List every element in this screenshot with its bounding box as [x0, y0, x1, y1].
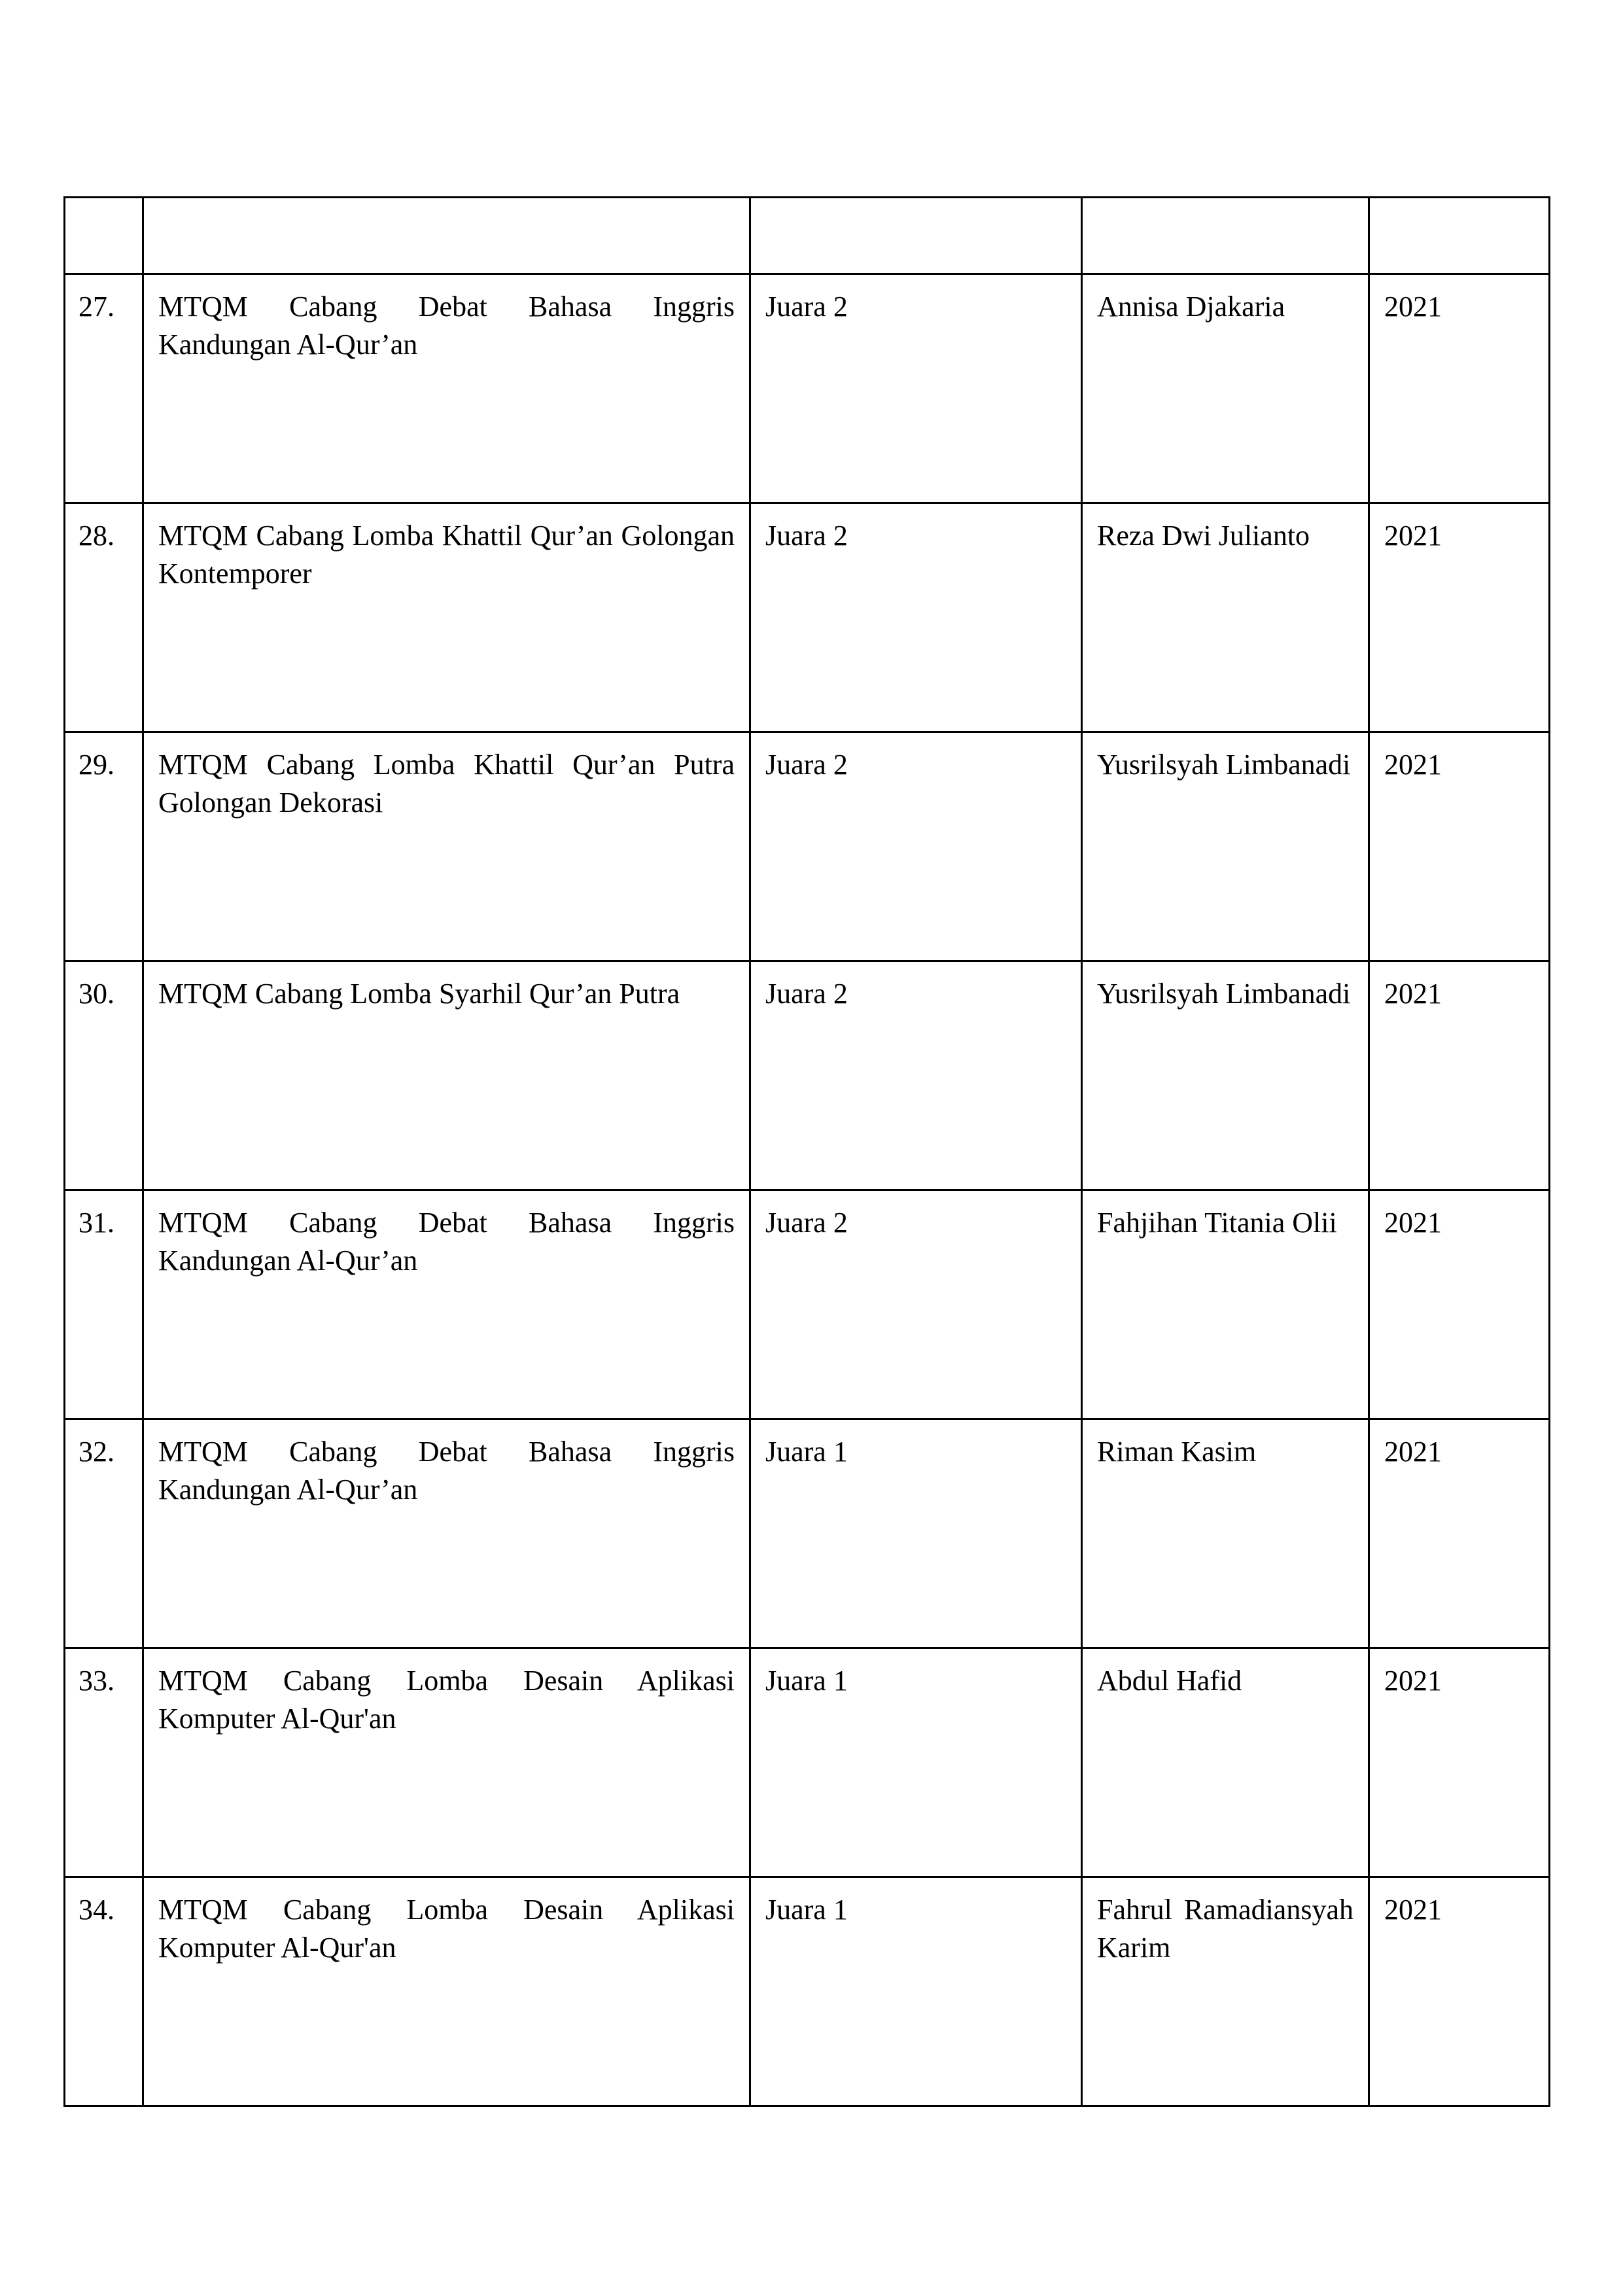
- row-number: 31.: [65, 1190, 143, 1419]
- row-number: 27.: [65, 274, 143, 503]
- participant-name: Yusrilsyah Limbanadi: [1082, 961, 1369, 1190]
- year: 2021: [1369, 503, 1550, 732]
- header-cell-rank: [750, 198, 1082, 274]
- table-row: [65, 274, 1550, 503]
- year: 2021: [1369, 274, 1550, 503]
- participant-name: Yusrilsyah Limbanadi: [1082, 732, 1369, 961]
- rank: Juara 1: [750, 1648, 1082, 1877]
- rank: Juara 1: [750, 1419, 1082, 1648]
- row-number: 30.: [65, 961, 143, 1190]
- year: 2021: [1369, 732, 1550, 961]
- participant-name: Fahrul Ramadiansyah Karim: [1082, 1877, 1369, 2106]
- event-name: MTQM Cabang Debat Bahasa Inggris Kandungan Al-Qur’an: [143, 274, 750, 503]
- row-number: 32.: [65, 1419, 143, 1648]
- row-number: 34.: [65, 1877, 143, 2106]
- year: 2021: [1369, 1190, 1550, 1419]
- table-row: [65, 1190, 1550, 1419]
- participant-name: Annisa Djakaria: [1082, 274, 1369, 503]
- rank: Juara 2: [750, 732, 1082, 961]
- table-header-row: [65, 198, 1550, 274]
- participant-name: Fahjihan Titania Olii: [1082, 1190, 1369, 1419]
- year: 2021: [1369, 1877, 1550, 2106]
- rank: Juara 2: [750, 503, 1082, 732]
- rank: Juara 2: [750, 274, 1082, 503]
- table-row: [65, 1419, 1550, 1648]
- row-number: 33.: [65, 1648, 143, 1877]
- header-cell-year: [1369, 198, 1550, 274]
- table-row: [65, 1877, 1550, 2106]
- rank: Juara 2: [750, 1190, 1082, 1419]
- event-name: MTQM Cabang Debat Bahasa Inggris Kandungan Al-Qur’an: [143, 1190, 750, 1419]
- row-number: 29.: [65, 732, 143, 961]
- year: 2021: [1369, 1419, 1550, 1648]
- event-name: MTQM Cabang Debat Bahasa Inggris Kandungan Al-Qur’an: [143, 1419, 750, 1648]
- rank: Juara 1: [750, 1877, 1082, 2106]
- table-row: [65, 1648, 1550, 1877]
- event-name: MTQM Cabang Lomba Khattil Qur’an Golongan Kontemporer: [143, 503, 750, 732]
- event-name: MTQM Cabang Lomba Desain Aplikasi Komputer Al-Qur'an: [143, 1648, 750, 1877]
- table-row: [65, 503, 1550, 732]
- event-name: MTQM Cabang Lomba Khattil Qur’an Putra Golongan Dekorasi: [143, 732, 750, 961]
- year: 2021: [1369, 1648, 1550, 1877]
- table-row: [65, 732, 1550, 961]
- table-row: [65, 961, 1550, 1190]
- event-name: MTQM Cabang Lomba Desain Aplikasi Komputer Al-Qur'an: [143, 1877, 750, 2106]
- participant-name: Reza Dwi Julianto: [1082, 503, 1369, 732]
- year: 2021: [1369, 961, 1550, 1190]
- event-name: MTQM Cabang Lomba Syarhil Qur’an Putra: [143, 961, 750, 1190]
- achievements-table: [63, 196, 1550, 2107]
- participant-name: Riman Kasim: [1082, 1419, 1369, 1648]
- header-cell-no: [65, 198, 143, 274]
- rank: Juara 2: [750, 961, 1082, 1190]
- row-number: 28.: [65, 503, 143, 732]
- participant-name: Abdul Hafid: [1082, 1648, 1369, 1877]
- header-cell-name: [1082, 198, 1369, 274]
- header-cell-event: [143, 198, 750, 274]
